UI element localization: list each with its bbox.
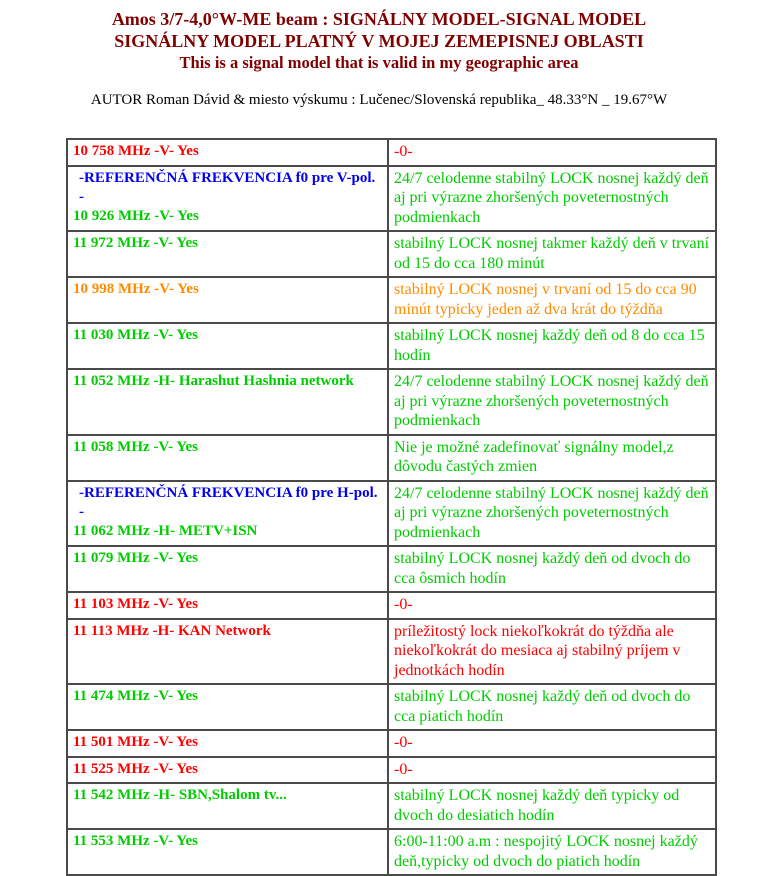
frequency-label: 11 103 MHz -V- Yes	[73, 596, 198, 612]
description-cell	[388, 684, 716, 730]
description-cell	[388, 730, 716, 757]
description-cell	[388, 369, 716, 435]
frequency-cell	[67, 369, 388, 435]
table-row	[67, 481, 716, 547]
description-cell	[388, 619, 716, 685]
description-cell	[388, 139, 716, 166]
table-body	[67, 139, 716, 875]
table-row	[67, 757, 716, 784]
table-row	[67, 829, 716, 875]
frequency-cell	[67, 757, 388, 784]
signal-description: -0-	[394, 760, 413, 778]
frequency-label: 10 926 MHz -V- Yes	[73, 207, 199, 224]
description-cell	[388, 277, 716, 323]
frequency-label: 10 998 MHz -V- Yes	[73, 281, 199, 297]
description-cell	[388, 592, 716, 619]
frequency-cell	[67, 730, 388, 757]
frequency-label: 10 758 MHz -V- Yes	[73, 143, 199, 159]
description-cell	[388, 829, 716, 875]
frequency-cell	[67, 323, 388, 369]
frequency-cell	[67, 166, 388, 232]
signal-description: 6:00-11:00 a.m : nespojitý LOCK nosnej každý deň,typicky od dvoch do piatich hodín	[394, 833, 698, 870]
author-line: AUTOR Roman Dávid & miesto výskumu : Lučenec/Slovenská republika_ 48.33°N _ 19.67°W	[90, 92, 668, 108]
table-row	[67, 369, 716, 435]
frequency-label: 11 501 MHz -V- Yes	[73, 734, 198, 750]
frequency-cell	[67, 619, 388, 685]
table-row	[67, 546, 716, 592]
frequency-cell	[67, 277, 388, 323]
description-cell	[388, 481, 716, 547]
table-row	[67, 166, 716, 232]
frequency-cell	[67, 546, 388, 592]
table-row	[67, 231, 716, 277]
frequency-cell	[67, 231, 388, 277]
signal-description: Nie je možné zadefinovať signálny model,z dôvodu častých zmien	[394, 438, 674, 475]
table-row	[67, 277, 716, 323]
frequency-cell	[67, 435, 388, 481]
signal-description: stabilný LOCK nosnej každý deň typicky od dvoch do desiatich hodín	[394, 787, 680, 824]
description-cell	[388, 231, 716, 277]
page-title-line2: SIGNÁLNY MODEL PLATNÝ V MOJEJ ZEMEPISNEJ OBLASTI	[114, 31, 644, 51]
signal-description: 24/7 celodenne stabilný LOCK nosnej každý deň aj pri výrazne zhoršených poveternostných podmienkach	[394, 373, 709, 429]
signal-description: stabilný LOCK nosnej takmer každý deň v trvaní od 15 do cca 180 minút	[394, 235, 710, 272]
table-row	[67, 783, 716, 829]
frequency-cell	[67, 481, 388, 547]
signal-description: stabilný LOCK nosnej každý deň od dvoch do cca piatich hodín	[394, 688, 691, 725]
description-cell	[388, 323, 716, 369]
frequency-label: 11 474 MHz -V- Yes	[73, 688, 198, 704]
signal-description: 24/7 celodenne stabilný LOCK nosnej každý deň aj pri výrazne zhoršených poveternostných podmienkach	[394, 169, 709, 226]
table-row	[67, 592, 716, 619]
frequency-label: 11 052 MHz -H- Harashut Hashnia network	[73, 373, 354, 389]
frequency-cell	[67, 139, 388, 166]
frequency-label: 11 113 MHz -H- KAN Network	[73, 622, 271, 639]
frequency-cell	[67, 684, 388, 730]
signal-description: stabilný LOCK nosnej každý deň od dvoch do cca ôsmich hodín	[394, 550, 691, 587]
page-title-line3: This is a signal model that is valid in my geographic area	[179, 53, 579, 72]
frequency-cell	[67, 592, 388, 619]
frequency-label: 11 079 MHz -V- Yes	[73, 550, 198, 566]
page-title-line1: Amos 3/7-4,0°W-ME beam : SIGNÁLNY MODEL-SIGNAL MODEL	[111, 9, 647, 29]
frequency-label: 11 058 MHz -V- Yes	[73, 438, 198, 455]
description-cell	[388, 166, 716, 232]
signal-description: stabilný LOCK nosnej každý deň od 8 do cca 15 hodín	[394, 327, 705, 364]
table-row	[67, 323, 716, 369]
frequency-label: 11 972 MHz -V- Yes	[73, 235, 198, 251]
frequency-label: -REFERENČNÁ FREKVENCIA f0 pre H-pol. -	[79, 484, 378, 520]
frequency-label: 11 553 MHz -V- Yes	[73, 833, 198, 849]
description-cell	[388, 546, 716, 592]
description-cell	[388, 757, 716, 784]
signal-description: príležitostý lock niekoľkokrát do týždňa ale niekoľkokrát do mesiaca aj stabilný príjem v jednotkách hodín	[394, 622, 681, 679]
signal-description: -0-	[394, 596, 413, 613]
table-row	[67, 684, 716, 730]
frequency-label: -REFERENČNÁ FREKVENCIA f0 pre V-pol. -	[79, 169, 376, 205]
signal-description: -0-	[394, 143, 413, 160]
table-row	[67, 730, 716, 757]
page-header	[0, 0, 758, 110]
frequency-cell	[67, 829, 388, 875]
description-cell	[388, 435, 716, 481]
description-cell	[388, 783, 716, 829]
frequency-label: 11 062 MHz -H- METV+ISN	[73, 522, 258, 539]
frequency-cell	[67, 783, 388, 829]
frequency-label: 11 525 MHz -V- Yes	[73, 760, 198, 777]
signal-description: 24/7 celodenne stabilný LOCK nosnej každý deň aj pri výrazne zhoršených poveternostných podmienkach	[394, 484, 709, 541]
signal-description: -0-	[394, 734, 413, 751]
frequency-label: 11 030 MHz -V- Yes	[73, 327, 198, 343]
table-row	[67, 435, 716, 481]
signal-model-table	[66, 138, 717, 876]
signal-description: stabilný LOCK nosnej v trvaní od 15 do cca 90 minút typicky jeden až dva krát do týždňa	[394, 281, 697, 318]
frequency-label: 11 542 MHz -H- SBN,Shalom tv...	[73, 787, 287, 803]
table-row	[67, 619, 716, 685]
table-row	[67, 139, 716, 166]
